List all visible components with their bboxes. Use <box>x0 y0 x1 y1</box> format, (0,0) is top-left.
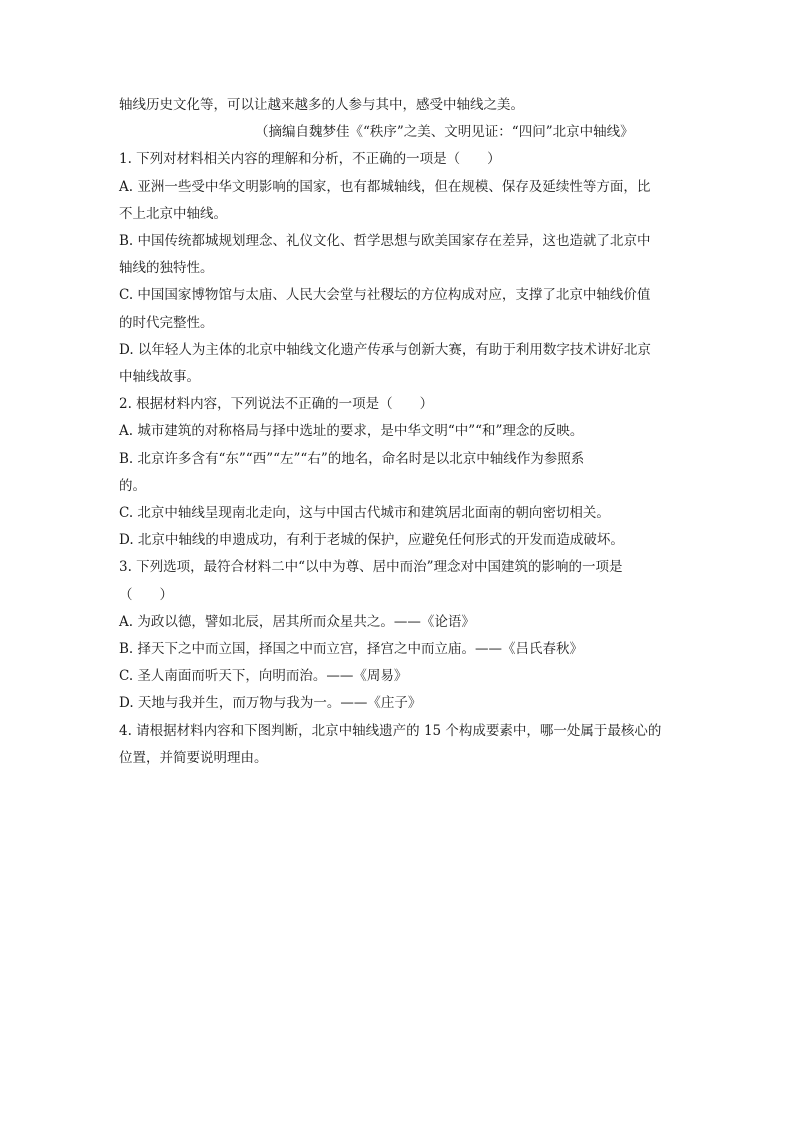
q2-option-c: C. 北京中轴线呈现南北走向，这与中国古代城市和建筑居北面南的朝向密切相关。 <box>119 505 610 521</box>
q2-option-a: A. 城市建筑的对称格局与择中选址的要求，是中华文明“中”“和”理念的反映。 <box>119 423 584 439</box>
q2-stem: 2. 根据材料内容，下列说法不正确的一项是（ ） <box>119 396 434 412</box>
paragraph-end: 轴线历史文化等，可以让越来越多的人参与其中，感受中轴线之美。 <box>119 97 524 113</box>
q3-option-b: B. 择天下之中而立国，择国之中而立宫，择宫之中而立庙。——《吕氏春秋》 <box>119 641 584 657</box>
q1-stem: 1. 下列对材料相关内容的理解和分析，不正确的一项是（ ） <box>119 151 501 167</box>
q1-option-a-cont: 不上北京中轴线。 <box>119 206 227 222</box>
q1-option-d: D. 以年轻人为主体的北京中轴线文化遗产传承与创新大赛，有助于利用数字技术讲好北京 <box>119 342 651 358</box>
q1-option-a: A. 亚洲一些受中华文明影响的国家，也有都城轴线，但在规模、保存及延续性等方面，比 <box>119 179 651 195</box>
q2-option-d: D. 北京中轴线的申遗成功，有利于老城的保护，应避免任何形式的开发而造成破坏。 <box>119 532 624 548</box>
q1-option-c: C. 中国国家博物馆与太庙、人民大会堂与社稷坛的方位构成对应，支撑了北京中轴线价值 <box>119 287 651 303</box>
q3-option-a: A. 为政以德，譬如北辰，居其所而众星共之。——《论语》 <box>119 614 475 630</box>
q3-option-c: C. 圣人南面而听天下，向明而治。——《周易》 <box>119 668 408 684</box>
q4-stem: 4. 请根据材料内容和下图判断，北京中轴线遗产的 15 个构成要素中，哪一处属于最核心的 <box>119 723 662 739</box>
q1-option-b-cont: 轴线的独特性。 <box>119 260 214 276</box>
q3-option-d: D. 天地与我并生，而万物与我为一。——《庄子》 <box>119 695 422 711</box>
q1-option-b: B. 中国传统都城规划理念、礼仪文化、哲学思想与欧美国家存在差异，这也造就了北京中 <box>119 233 651 249</box>
q3-answer-paren: （ ） <box>119 587 173 603</box>
q2-option-b: B. 北京许多含有“东”“西”“左”“右”的地名，命名时是以北京中轴线作为参照系 <box>119 451 585 467</box>
q3-stem: 3. 下列选项，最符合材料二中“以中为尊、居中而治”理念对中国建筑的影响的一项是 <box>119 559 623 575</box>
source-citation: （摘编自魏梦佳《“秩序”之美、文明见证：“四问”北京中轴线》 <box>255 124 634 140</box>
q2-option-b-cont: 的。 <box>119 478 146 494</box>
q1-option-c-cont: 的时代完整性。 <box>119 315 214 331</box>
q1-option-d-cont: 中轴线故事。 <box>119 369 200 385</box>
q4-stem-cont: 位置，并简要说明理由。 <box>119 750 268 766</box>
